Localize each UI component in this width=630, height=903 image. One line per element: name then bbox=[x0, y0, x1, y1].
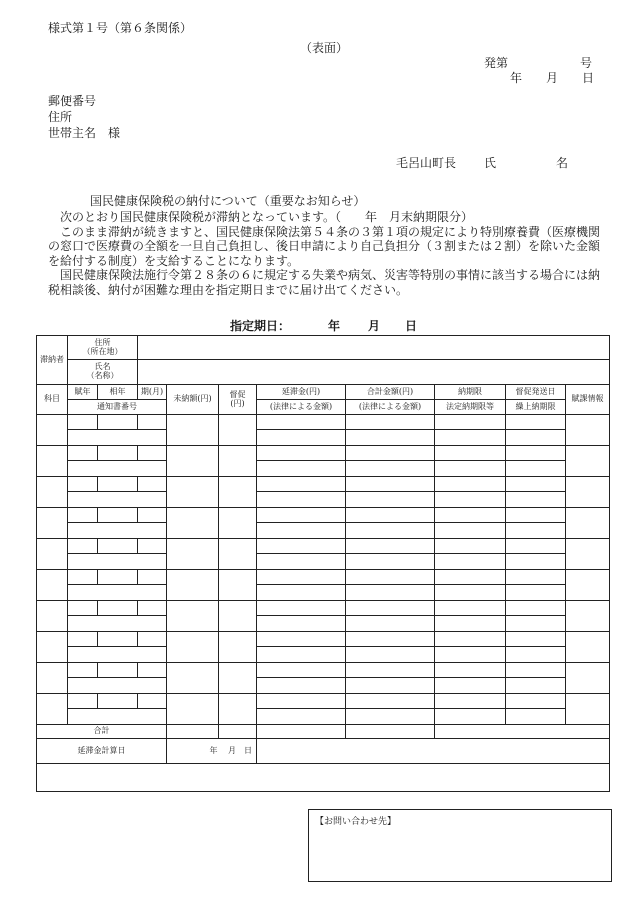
total-label: 合計 bbox=[37, 725, 167, 739]
table-row bbox=[37, 601, 610, 616]
notice-number-cell[interactable] bbox=[68, 523, 167, 539]
table-row bbox=[37, 430, 610, 446]
reminder-fee-cell[interactable] bbox=[219, 415, 257, 446]
unpaid-cell[interactable] bbox=[167, 477, 219, 508]
subject-cell[interactable] bbox=[37, 601, 68, 632]
total-legal-cell[interactable] bbox=[346, 616, 435, 632]
total-cell[interactable] bbox=[346, 477, 435, 492]
notice-number-cell[interactable] bbox=[68, 554, 167, 570]
legal-deadline-cell[interactable] bbox=[435, 585, 506, 601]
tax-year-cell[interactable] bbox=[68, 477, 98, 492]
table-row bbox=[37, 523, 610, 539]
issuer-name-label: 氏 名 bbox=[484, 156, 569, 170]
contact-box bbox=[308, 809, 612, 882]
late-fee-cell[interactable] bbox=[257, 415, 346, 430]
reminder-date-cell[interactable] bbox=[506, 508, 566, 523]
late-fee-cell[interactable] bbox=[257, 477, 346, 492]
fiscal-year-cell[interactable] bbox=[98, 477, 138, 492]
table-row bbox=[37, 492, 610, 508]
legal-deadline-cell[interactable] bbox=[435, 523, 506, 539]
period-cell[interactable] bbox=[138, 570, 167, 585]
fiscal-year-cell[interactable] bbox=[98, 632, 138, 647]
total-row bbox=[37, 725, 610, 739]
legal-deadline-cell[interactable] bbox=[435, 616, 506, 632]
total-cell[interactable] bbox=[346, 663, 435, 678]
unpaid-cell[interactable] bbox=[167, 539, 219, 570]
table-row bbox=[37, 508, 610, 523]
assessment-cell[interactable] bbox=[566, 570, 610, 601]
subject-cell[interactable] bbox=[37, 570, 68, 601]
assessment-cell[interactable] bbox=[566, 446, 610, 477]
late-fee-legal-cell[interactable] bbox=[257, 492, 346, 508]
late-fee-cell[interactable] bbox=[257, 694, 346, 709]
remarks-cell[interactable] bbox=[37, 764, 610, 792]
unpaid-cell[interactable] bbox=[167, 663, 219, 694]
assessment-cell[interactable] bbox=[566, 694, 610, 725]
subject-cell[interactable] bbox=[37, 632, 68, 663]
assessment-cell[interactable] bbox=[566, 415, 610, 446]
advanced-deadline-cell[interactable] bbox=[506, 430, 566, 446]
legal-deadline-cell[interactable] bbox=[435, 554, 506, 570]
notice-number-cell[interactable] bbox=[68, 585, 167, 601]
total-reminder-cell[interactable] bbox=[219, 725, 257, 739]
legal-deadline-cell[interactable] bbox=[435, 461, 506, 477]
reminder-fee-cell[interactable] bbox=[219, 663, 257, 694]
calc-date-label: 延滞金計算日 bbox=[37, 739, 167, 764]
reminder-date-cell[interactable] bbox=[506, 446, 566, 461]
notice-title: 国民健康保険税の納付について（重要なお知らせ） bbox=[90, 194, 366, 208]
fiscal-year-cell[interactable] bbox=[98, 508, 138, 523]
legal-deadline-cell[interactable] bbox=[435, 647, 506, 663]
table-row bbox=[37, 570, 610, 585]
unpaid-cell[interactable] bbox=[167, 446, 219, 477]
late-fee-cell[interactable] bbox=[257, 601, 346, 616]
notice-number-cell[interactable] bbox=[68, 616, 167, 632]
tax-year-cell[interactable] bbox=[68, 632, 98, 647]
issue-date: 年 月 日 bbox=[510, 71, 595, 85]
table-row bbox=[37, 446, 610, 461]
reminder-date-cell[interactable] bbox=[506, 694, 566, 709]
col-total-sub: (法律による金額) bbox=[346, 400, 435, 415]
subject-cell[interactable] bbox=[37, 663, 68, 694]
reminder-fee-cell[interactable] bbox=[219, 694, 257, 725]
reminder-fee-cell[interactable] bbox=[219, 632, 257, 663]
calc-date-blank bbox=[257, 739, 610, 764]
tax-year-cell[interactable] bbox=[68, 415, 98, 430]
unpaid-cell[interactable] bbox=[167, 508, 219, 539]
late-fee-legal-cell[interactable] bbox=[257, 430, 346, 446]
subject-cell[interactable] bbox=[37, 446, 68, 477]
table-row bbox=[37, 663, 610, 678]
col-fiscal-year: 相年 bbox=[98, 385, 138, 400]
assessment-cell[interactable] bbox=[566, 508, 610, 539]
col-reminder-date-sub: 繰上納期限 bbox=[506, 400, 566, 415]
late-fee-legal-cell[interactable] bbox=[257, 709, 346, 725]
total-amount-cell[interactable] bbox=[346, 725, 435, 739]
col-reminder-fee: 督促 (円) bbox=[219, 385, 257, 415]
issuer-title: 毛呂山町長 bbox=[396, 156, 457, 170]
subject-cell[interactable] bbox=[37, 415, 68, 446]
table-row bbox=[37, 616, 610, 632]
col-total: 合計金額(円) bbox=[346, 385, 435, 400]
subject-cell[interactable] bbox=[37, 508, 68, 539]
period-cell[interactable] bbox=[138, 632, 167, 647]
total-cell[interactable] bbox=[346, 446, 435, 461]
table-row bbox=[37, 554, 610, 570]
assessment-cell[interactable] bbox=[566, 632, 610, 663]
tax-year-cell[interactable] bbox=[68, 663, 98, 678]
advanced-deadline-cell[interactable] bbox=[506, 523, 566, 539]
tax-year-cell[interactable] bbox=[68, 508, 98, 523]
fiscal-year-cell[interactable] bbox=[98, 415, 138, 430]
col-late-fee-sub: (法律による金額) bbox=[257, 400, 346, 415]
total-cell[interactable] bbox=[346, 632, 435, 647]
late-fee-cell[interactable] bbox=[257, 663, 346, 678]
legal-deadline-cell[interactable] bbox=[435, 709, 506, 725]
postal-code-label: 郵便番号 bbox=[48, 94, 97, 108]
remarks-row bbox=[37, 764, 610, 792]
col-assessment: 賦課情報 bbox=[566, 385, 610, 415]
period-cell[interactable] bbox=[138, 539, 167, 554]
tax-year-cell[interactable] bbox=[68, 539, 98, 554]
col-reminder-date: 督促発送日 bbox=[506, 385, 566, 400]
total-legal-cell[interactable] bbox=[346, 523, 435, 539]
deadline-cell[interactable] bbox=[435, 415, 506, 430]
unpaid-cell[interactable] bbox=[167, 632, 219, 663]
total-unpaid-cell[interactable] bbox=[167, 725, 219, 739]
deadline-cell[interactable] bbox=[435, 477, 506, 492]
taxpayer-name-label: 氏名 （名称） bbox=[68, 360, 138, 385]
fiscal-year-cell[interactable] bbox=[98, 694, 138, 709]
reminder-fee-cell[interactable] bbox=[219, 477, 257, 508]
reminder-fee-cell[interactable] bbox=[219, 570, 257, 601]
deadline-cell[interactable] bbox=[435, 663, 506, 678]
col-period: 期(月) bbox=[138, 385, 167, 400]
deadline-cell[interactable] bbox=[435, 446, 506, 461]
reminder-date-cell[interactable] bbox=[506, 539, 566, 554]
fiscal-year-cell[interactable] bbox=[98, 601, 138, 616]
address-label: 住所 bbox=[48, 110, 73, 124]
due-date-label: 指定期日： bbox=[230, 319, 291, 333]
late-fee-legal-cell[interactable] bbox=[257, 554, 346, 570]
advanced-deadline-cell[interactable] bbox=[506, 647, 566, 663]
table-row bbox=[37, 632, 610, 647]
reminder-fee-cell[interactable] bbox=[219, 601, 257, 632]
taxpayer-name-field[interactable] bbox=[138, 360, 610, 385]
col-subject: 科目 bbox=[37, 385, 68, 415]
fiscal-year-cell[interactable] bbox=[98, 570, 138, 585]
assessment-cell[interactable] bbox=[566, 601, 610, 632]
due-date-month: 月 bbox=[368, 319, 381, 333]
total-cell[interactable] bbox=[346, 415, 435, 430]
reminder-fee-cell[interactable] bbox=[219, 446, 257, 477]
subject-cell[interactable] bbox=[37, 477, 68, 508]
late-fee-legal-cell[interactable] bbox=[257, 647, 346, 663]
table-row bbox=[37, 477, 610, 492]
householder-label: 世帯主名 様 bbox=[48, 126, 121, 140]
taxpayer-label: 滞納者 bbox=[37, 336, 68, 385]
assessment-cell[interactable] bbox=[566, 663, 610, 694]
table-row bbox=[37, 585, 610, 601]
legal-deadline-cell[interactable] bbox=[435, 678, 506, 694]
notice-number-cell[interactable] bbox=[68, 647, 167, 663]
form-number: 様式第１号（第６条関係） bbox=[48, 21, 193, 35]
period-cell[interactable] bbox=[138, 663, 167, 678]
reminder-fee-cell[interactable] bbox=[219, 539, 257, 570]
advanced-deadline-cell[interactable] bbox=[506, 461, 566, 477]
taxpayer-address-field[interactable] bbox=[138, 336, 610, 360]
notice-line-2: このまま滞納が続きますと、国民健康保険法第５４条の３第１項の規定により特別療養費（医療機関の窓口で医療費の全額を一旦自己負担し、後日申請により自己負担分（３割または２割）を除いた金額を給付する制度）を支給することになります。 bbox=[48, 224, 601, 268]
notice-number-cell[interactable] bbox=[68, 492, 167, 508]
reminder-date-cell[interactable] bbox=[506, 601, 566, 616]
total-legal-cell[interactable] bbox=[346, 585, 435, 601]
table-row bbox=[37, 539, 610, 554]
deadline-cell[interactable] bbox=[435, 601, 506, 616]
total-legal-cell[interactable] bbox=[346, 492, 435, 508]
late-fee-legal-cell[interactable] bbox=[257, 616, 346, 632]
late-fee-legal-cell[interactable] bbox=[257, 678, 346, 694]
total-legal-cell[interactable] bbox=[346, 554, 435, 570]
deadline-cell[interactable] bbox=[435, 508, 506, 523]
table-row bbox=[37, 461, 610, 477]
total-late-fee-cell[interactable] bbox=[257, 725, 346, 739]
deadline-cell[interactable] bbox=[435, 539, 506, 554]
notice-body bbox=[48, 210, 608, 297]
tax-year-cell[interactable] bbox=[68, 601, 98, 616]
period-cell[interactable] bbox=[138, 446, 167, 461]
notice-number-cell[interactable] bbox=[68, 678, 167, 694]
total-cell[interactable] bbox=[346, 508, 435, 523]
period-cell[interactable] bbox=[138, 694, 167, 709]
period-cell[interactable] bbox=[138, 601, 167, 616]
period-cell[interactable] bbox=[138, 477, 167, 492]
legal-deadline-cell[interactable] bbox=[435, 430, 506, 446]
notice-number-cell[interactable] bbox=[68, 461, 167, 477]
tax-year-cell[interactable] bbox=[68, 570, 98, 585]
unpaid-cell[interactable] bbox=[167, 415, 219, 446]
total-cell[interactable] bbox=[346, 570, 435, 585]
col-late-fee: 延滞金(円) bbox=[257, 385, 346, 400]
advanced-deadline-cell[interactable] bbox=[506, 616, 566, 632]
table-row bbox=[37, 709, 610, 725]
period-cell[interactable] bbox=[138, 508, 167, 523]
col-tax-year: 賦年 bbox=[68, 385, 98, 400]
face-label: （表面） bbox=[300, 41, 349, 55]
issue-number: 発第 号 bbox=[484, 56, 593, 70]
table-row bbox=[37, 415, 610, 430]
taxpayer-address-label: 住所 （所在地） bbox=[68, 336, 138, 360]
notice-number-cell[interactable] bbox=[68, 709, 167, 725]
deadline-cell[interactable] bbox=[435, 570, 506, 585]
due-date-year: 年 bbox=[328, 319, 341, 333]
total-legal-cell[interactable] bbox=[346, 678, 435, 694]
reminder-date-cell[interactable] bbox=[506, 477, 566, 492]
period-cell[interactable] bbox=[138, 415, 167, 430]
tax-year-cell[interactable] bbox=[68, 446, 98, 461]
notice-number-cell[interactable] bbox=[68, 430, 167, 446]
due-date-day: 日 bbox=[405, 319, 418, 333]
unpaid-cell[interactable] bbox=[167, 601, 219, 632]
total-cell[interactable] bbox=[346, 539, 435, 554]
total-legal-cell[interactable] bbox=[346, 709, 435, 725]
assessment-cell[interactable] bbox=[566, 539, 610, 570]
arrears-table bbox=[36, 335, 610, 792]
col-deadline-sub: 法定納期限等 bbox=[435, 400, 506, 415]
table-row bbox=[37, 678, 610, 694]
assessment-cell[interactable] bbox=[566, 477, 610, 508]
reminder-date-cell[interactable] bbox=[506, 663, 566, 678]
fiscal-year-cell[interactable] bbox=[98, 663, 138, 678]
subject-cell[interactable] bbox=[37, 539, 68, 570]
reminder-date-cell[interactable] bbox=[506, 632, 566, 647]
advanced-deadline-cell[interactable] bbox=[506, 709, 566, 725]
col-deadline: 納期限 bbox=[435, 385, 506, 400]
advanced-deadline-cell[interactable] bbox=[506, 678, 566, 694]
late-fee-cell[interactable] bbox=[257, 570, 346, 585]
total-legal-cell[interactable] bbox=[346, 430, 435, 446]
reminder-fee-cell[interactable] bbox=[219, 508, 257, 539]
total-legal-cell[interactable] bbox=[346, 461, 435, 477]
total-blank-cell bbox=[435, 725, 610, 739]
table-row bbox=[37, 647, 610, 663]
fiscal-year-cell[interactable] bbox=[98, 539, 138, 554]
advanced-deadline-cell[interactable] bbox=[506, 554, 566, 570]
late-fee-cell[interactable] bbox=[257, 539, 346, 554]
tax-year-cell[interactable] bbox=[68, 694, 98, 709]
subject-cell[interactable] bbox=[37, 694, 68, 725]
late-fee-cell[interactable] bbox=[257, 446, 346, 461]
total-legal-cell[interactable] bbox=[346, 647, 435, 663]
calc-date-value[interactable]: 年 月 日 bbox=[167, 739, 257, 764]
calc-date-row bbox=[37, 739, 610, 764]
unpaid-cell[interactable] bbox=[167, 570, 219, 601]
late-fee-legal-cell[interactable] bbox=[257, 523, 346, 539]
notice-line-3: 国民健康保険法施行令第２８条の６に規定する失業や病気、災害等特別の事情に該当する場合には納税相談後、納付が困難な理由を指定期日までに届け出てください。 bbox=[48, 268, 601, 297]
table-row bbox=[37, 694, 610, 709]
legal-deadline-cell[interactable] bbox=[435, 492, 506, 508]
col-notice-number: 通知書番号 bbox=[68, 400, 167, 415]
deadline-cell[interactable] bbox=[435, 694, 506, 709]
total-cell[interactable] bbox=[346, 694, 435, 709]
late-fee-cell[interactable] bbox=[257, 508, 346, 523]
late-fee-cell[interactable] bbox=[257, 632, 346, 647]
contact-label: 【お問い合わせ先】 bbox=[315, 817, 397, 827]
reminder-date-cell[interactable] bbox=[506, 570, 566, 585]
late-fee-legal-cell[interactable] bbox=[257, 461, 346, 477]
col-unpaid: 未納額(円) bbox=[167, 385, 219, 415]
notice-line-1: 次のとおり国民健康保険税が滞納となっています。（ 年 月末納期限分） bbox=[60, 210, 474, 224]
fiscal-year-cell[interactable] bbox=[98, 446, 138, 461]
advanced-deadline-cell[interactable] bbox=[506, 585, 566, 601]
reminder-date-cell[interactable] bbox=[506, 415, 566, 430]
total-cell[interactable] bbox=[346, 601, 435, 616]
late-fee-legal-cell[interactable] bbox=[257, 585, 346, 601]
unpaid-cell[interactable] bbox=[167, 694, 219, 725]
deadline-cell[interactable] bbox=[435, 632, 506, 647]
advanced-deadline-cell[interactable] bbox=[506, 492, 566, 508]
